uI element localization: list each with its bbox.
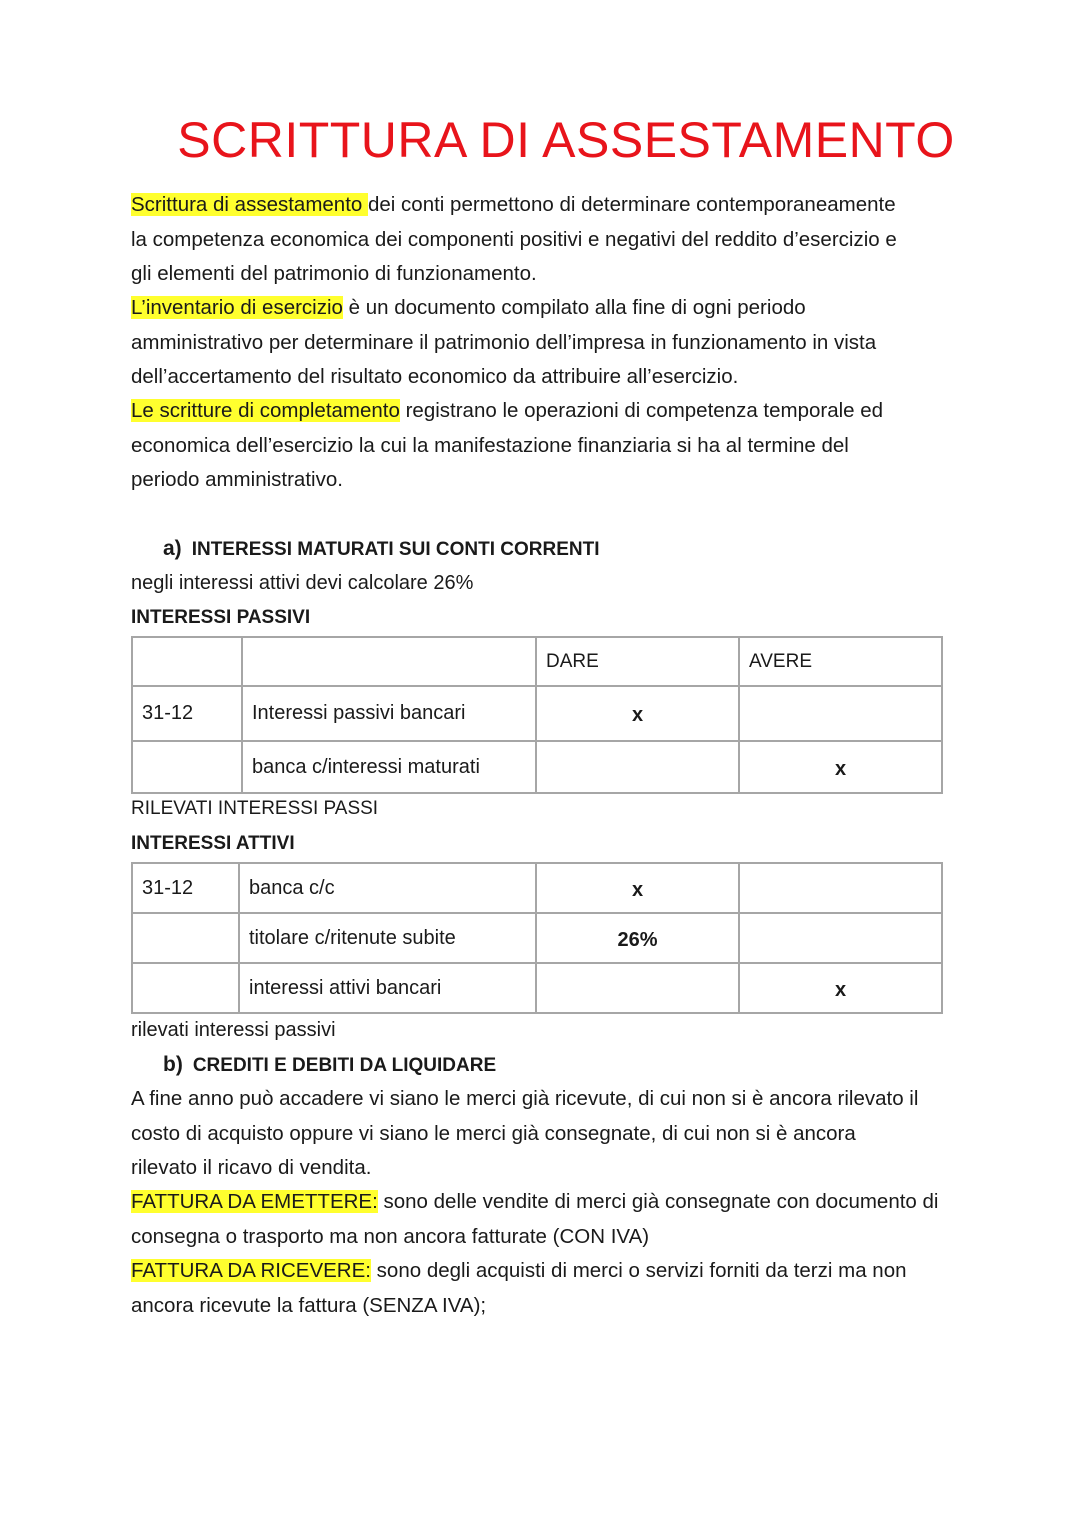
paragraph-line: economica dell’esercizio la cui la manifestazione finanziaria si ha al termine del [131,433,849,457]
cell-avere [739,913,942,963]
paragraph-line [131,1185,1011,1220]
section-letter: a) [163,537,182,560]
header-cell-date [132,637,242,686]
cell-account: banca c/interessi maturati [242,741,536,793]
interessi-attivi-caption: rilevati interessi passivi [131,1019,336,1041]
highlighted-term: FATTURA DA EMETTERE: [131,1190,378,1213]
paragraph-line: A fine anno può accadere vi siano le merci già ricevute, di cui non si è ancora rilevato il [131,1087,919,1110]
highlighted-term: Scrittura di assestamento [131,193,368,216]
section-a-note: negli interessi attivi devi calcolare 26% [131,572,474,594]
paragraph-line [131,291,1011,326]
paragraph-line: gli elementi del patrimonio di funzionamento. [131,262,537,285]
page-title: SCRITTURA DI ASSESTAMENTO [177,112,955,168]
cell-account: titolare c/ritenute subite [239,913,536,963]
cell-avere: x [739,741,942,793]
table-row [132,863,942,913]
cell-date [132,963,239,1013]
paragraph-line: la competenza economica dei componenti positivi e negativi del reddito d’esercizio e [131,227,897,251]
cell-avere [739,863,942,913]
cell-avere [739,686,942,741]
paragraph-line [131,1254,1011,1289]
paragraph-text: sono delle vendite di merci già consegnate con documento di [377,1190,939,1213]
table-header-row [132,637,942,686]
section-letter: b) [163,1053,183,1076]
cell-date: 31-12 [132,686,242,741]
highlighted-term: L’inventario di esercizio [131,296,343,319]
section-b-intro [131,1082,1011,1186]
paragraph-text: sono degli acquisti di merci o servizi forniti da terzi ma non [370,1259,907,1282]
cell-account: banca c/c [239,863,536,913]
section-title: INTERESSI MATURATI SUI CONTI CORRENTI [191,539,600,560]
header-cell-account [242,637,536,686]
cell-dare [536,741,739,793]
header-cell-avere: AVERE [739,637,942,686]
paragraph-line [131,394,1011,429]
table-row [132,741,942,793]
paragraph-line: costo di acquisto oppure vi siano le merci già consegnate, di cui non si è ancora [131,1121,856,1145]
interessi-passivi-heading: INTERESSI PASSIVI [131,607,311,628]
cell-dare: x [536,863,739,913]
paragraph-text: registrano le operazioni di competenza temporale ed [399,399,884,422]
intro-paragraph-2 [131,291,1011,395]
paragraph-line: periodo amministrativo. [131,468,343,491]
paragraph-text: dei conti permettono di determinare contemporaneamente [368,193,896,216]
highlighted-term: Le scritture di completamento [131,399,400,422]
paragraph-line [131,188,1011,223]
cell-dare: x [536,686,739,741]
table-row [132,686,942,741]
paragraph-text: è un documento compilato alla fine di ogni periodo [342,296,806,319]
interessi-attivi-heading: INTERESSI ATTIVI [131,833,295,854]
cell-date [132,741,242,793]
cell-date [132,913,239,963]
interessi-passivi-table [131,636,943,794]
cell-dare: 26% [536,913,739,963]
cell-avere: x [739,963,942,1013]
cell-date: 31-12 [132,863,239,913]
highlighted-term: FATTURA DA RICEVERE: [131,1259,371,1282]
paragraph-line: rilevato il ricavo di vendita. [131,1156,372,1179]
interessi-attivi-table [131,862,943,1014]
paragraph-line: amministrativo per determinare il patrimonio dell’impresa in funzionamento in vista [131,330,877,354]
section-a-heading [163,535,599,564]
table-row [132,963,942,1013]
intro-paragraph-3 [131,394,1011,498]
cell-account: Interessi passivi bancari [242,686,536,741]
paragraph-line: consegna o trasporto ma non ancora fatturate (CON IVA) [131,1224,650,1248]
header-cell-dare: DARE [536,637,739,686]
intro-paragraph-1 [131,188,1011,292]
paragraph-line: dell’accertamento del risultato economico da attribuire all’esercizio. [131,365,739,388]
cell-dare [536,963,739,1013]
cell-account: interessi attivi bancari [239,963,536,1013]
paragraph-line: ancora ricevute la fattura (SENZA IVA); [131,1293,487,1317]
fattura-da-ricevere-paragraph [131,1254,1011,1323]
interessi-passivi-caption: RILEVATI INTERESSI PASSI [131,798,379,819]
section-b-heading [163,1051,496,1080]
fattura-da-emettere-paragraph [131,1185,1011,1254]
table-row [132,913,942,963]
section-title: CREDITI E DEBITI DA LIQUIDARE [192,1055,497,1076]
